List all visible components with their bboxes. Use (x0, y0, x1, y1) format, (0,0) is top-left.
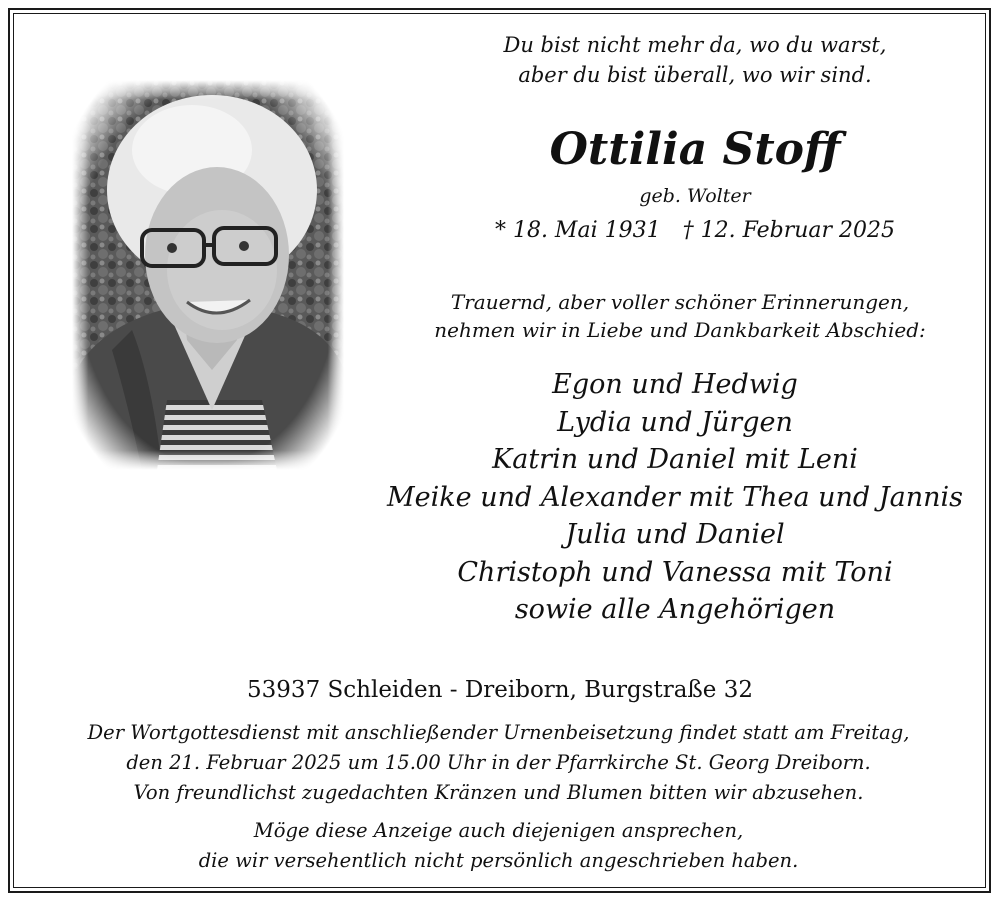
intro-line-2: nehmen wir in Liebe und Dankbarkeit Abschied: (434, 318, 926, 342)
maiden-name: geb. Wolter (639, 185, 751, 207)
birth-date: * 18. Mai 1931 (494, 218, 661, 243)
farewell-intro (380, 288, 980, 344)
closing-line-1: Möge diese Anzeige auch diejenigen ansprechen, (253, 819, 744, 842)
mourner-entry: Julia und Daniel (565, 519, 785, 550)
mourners-list (360, 366, 990, 629)
motto-line-2: aber du bist überall, wo wir sind. (518, 63, 872, 87)
motto (440, 30, 950, 90)
service-line-3: Von freundlichst zugedachten Kränzen und Blumen bitten wir abzusehen. (133, 781, 864, 804)
motto-line-1: Du bist nicht mehr da, wo du warst, (503, 33, 887, 57)
death-date: † 12. Februar 2025 (682, 218, 896, 243)
intro-line-1: Trauernd, aber voller schöner Erinnerungen, (450, 290, 910, 314)
portrait-photo (72, 80, 344, 470)
family-address: 53937 Schleiden - Dreiborn, Burgstraße 32 (247, 677, 753, 703)
life-dates (440, 216, 950, 246)
deceased-name: Ottilia Stoff (549, 124, 841, 175)
mourner-entry: Lydia und Jürgen (557, 406, 793, 438)
mourner-entry: sowie alle Angehörigen (514, 594, 836, 625)
closing-line-2: die wir versehentlich nicht persönlich angeschrieben haben. (198, 849, 799, 872)
mourner-entry: Christoph und Vanessa mit Toni (457, 556, 893, 588)
service-line-2: den 21. Februar 2025 um 15.00 Uhr in der Pfarrkirche St. Georg Dreiborn. (126, 751, 871, 774)
service-information (40, 718, 957, 808)
closing-note (100, 816, 897, 876)
mourner-entry: Egon und Hedwig (552, 369, 798, 400)
mourner-entry: Katrin und Daniel mit Leni (492, 444, 858, 475)
service-line-1: Der Wortgottesdienst mit anschließender Urnenbeisetzung findet statt am Freitag, (87, 721, 910, 744)
mourner-entry: Meike und Alexander mit Thea und Jannis (387, 481, 963, 513)
